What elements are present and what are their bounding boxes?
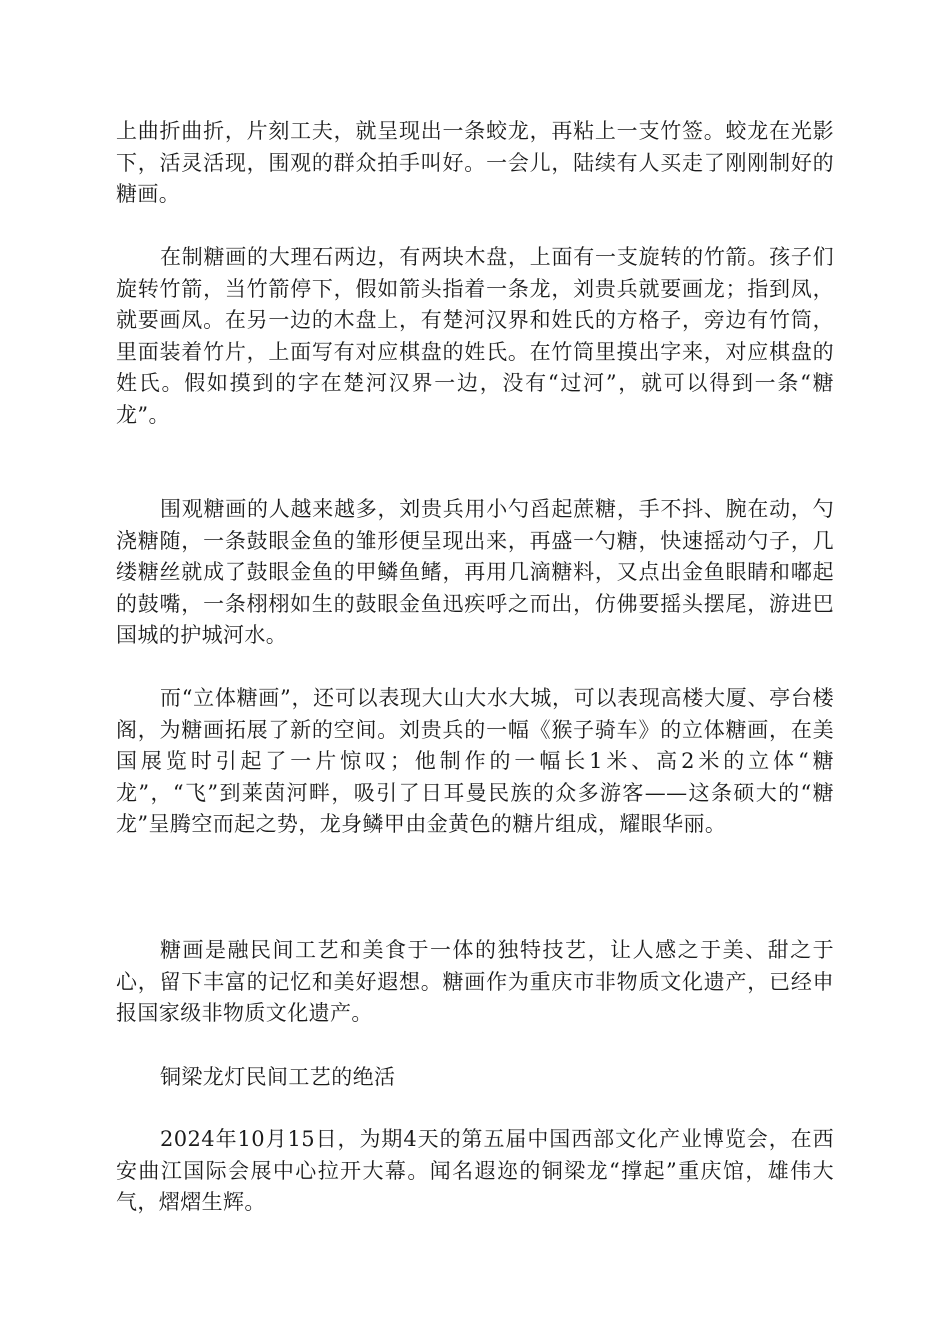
- section-heading: 铜梁龙灯民间工艺的绝活: [160, 1065, 396, 1089]
- paragraph-5: 糖画是融民间工艺和美食于一体的独特技艺，让人感之于美、甜之于心，留下丰富的记忆和美好遐想。糖画作为重庆市非物质文化遗产，已经申报国家级非物质文化遗产。: [116, 938, 834, 1025]
- paragraph-3: 围观糖画的人越来越多，刘贵兵用小勺舀起蔗糖，手不抖、腕在动，勺浇糖随，一条鼓眼金鱼的雏形便呈现出来，再盛一勺糖，快速摇动勺子，几缕糖丝就成了鼓眼金鱼的甲鳞鱼鳍，再用几滴糖料，又点出金鱼眼睛和嘟起的鼓嘴，一条栩栩如生的鼓眼金鱼迅疾呼之而出，仿佛要摇头摆尾，游进巴国城的护城河水。: [116, 497, 834, 647]
- closing-paragraph: 2024年10月15日，为期4天的第五届中国西部文化产业博览会，在西安曲江国际会展中心拉开大幕。闻名遐迩的铜梁龙“撑起”重庆馆，雄伟大气，熠熠生辉。: [116, 1127, 834, 1214]
- paragraph-2: 在制糖画的大理石两边，有两块木盘，上面有一支旋转的竹箭。孩子们旋转竹箭，当竹箭停下，假如箭头指着一条龙，刘贵兵就要画龙；指到凤，就要画凤。在另一边的木盘上，有楚河汉界和姓氏的方格子，旁边有竹筒，里面装着竹片，上面写有对应棋盘的姓氏。在竹筒里摸出字来，对应棋盘的姓氏。假如摸到的字在楚河汉界一边，没有“过河”，就可以得到一条“糖龙”。: [116, 245, 834, 427]
- paragraph-1: 上曲折曲折，片刻工夫，就呈现出一条蛟龙，再粘上一支竹签。蛟龙在光影下，活灵活现，围观的群众拍手叫好。一会儿，陆续有人买走了刚刚制好的糖画。: [116, 119, 834, 206]
- document-page: [116, 0, 834, 1344]
- paragraph-4: 而“立体糖画”，还可以表现大山大水大城，可以表现高楼大厦、亭台楼阁，为糖画拓展了新的空间。刘贵兵的一幅《猴子骑车》的立体糖画，在美国展览时引起了一片惊叹；他制作的一幅长1米、高2米的立体“糖龙”，“飞”到莱茵河畔，吸引了日耳曼民族的众多游客——这条硕大的“糖龙”呈腾空而起之势，龙身鳞甲由金黄色的糖片组成，耀眼华丽。: [116, 686, 834, 836]
